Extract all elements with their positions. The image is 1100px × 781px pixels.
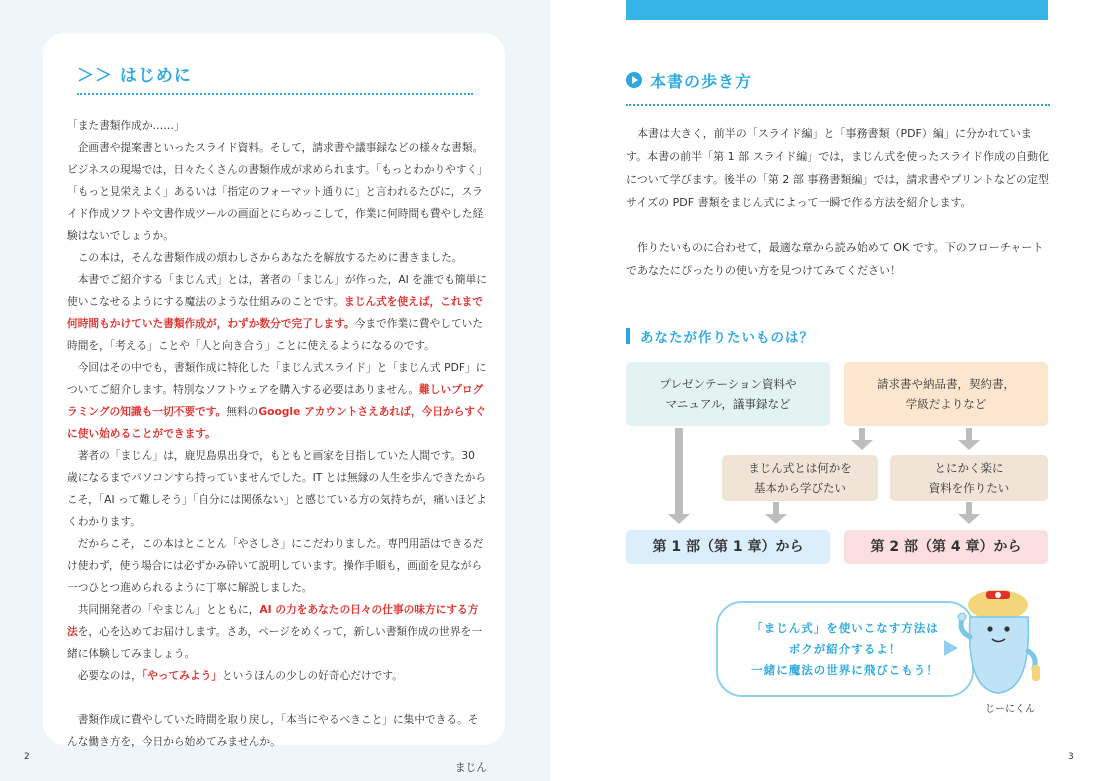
arrow-down-icon (668, 514, 690, 524)
intro-heading: ＞＞ はじめに (77, 66, 192, 86)
text-segment: 今まで作業に費やしていた時間を，「考える」ことや「人と向き合う」ことに使えるようになるのです。 (67, 317, 483, 352)
flow-box-label: プレゼンテーション資料や マニュアル，議事録など (659, 377, 797, 411)
text-segment: というほんの少しの好奇心だけです。 (221, 669, 403, 682)
page-number-left: 2 (24, 752, 30, 762)
subheading-bar-icon (626, 328, 630, 344)
bubble-text (718, 618, 972, 681)
arrow-stem (966, 428, 972, 440)
flowchart-question: あなたが作りたいものは？ (640, 330, 814, 346)
intro-paragraph (67, 599, 487, 665)
guide-paragraph: 本書は大きく，前半の「スライド編」と「事務書類（PDF）編」に分かれています。本書の前半「第 1 部 スライド編」では，まじん式を使ったスライド作成の自動化について学びます。後半の「第 2 部 事務書類編」では，請求書やプリントなどの定型サイズの PDF 書類をまじん式によって一瞬で作る方法を紹介します。 (626, 127, 1049, 209)
bubble-line: ボクが紹介するよ！ (788, 642, 902, 656)
arrow-down-icon (851, 440, 873, 450)
bubble-line: 「まじん式」を使いこなす方法は (751, 621, 939, 635)
page-number-right: 3 (1068, 752, 1074, 762)
intro-card (43, 33, 505, 774)
intro-paragraph: だからこそ，この本はとことん「やさしさ」にこだわりました。専門用語はできるだけ使わず，使う場合には必ずかみ砕いて説明しています。操作手順も，画面を見ながら一つひとつ進められるように丁寧に解説しました。 (67, 537, 484, 594)
arrow-stem (773, 502, 779, 514)
intro-paragraph: 書類作成に費やしていた時間を取り戻し，「本当にやるべきこと」に集中できる。そんな働き方を，今日から始めてみませんか。 (67, 713, 479, 748)
text-segment: 共同開発者の「やまじん」とともに， (77, 603, 260, 616)
arrow-stem (859, 428, 865, 440)
intro-paragraph: 「また書類作成か……」 (67, 119, 185, 132)
flow-box-documents (844, 362, 1048, 426)
text-segment: 今回はその中でも，書類作成に特化した「まじん式スライド」と「まじん式 PDF」についてご紹介します。特別なソフトウェアを購入する必要はありません。 (67, 361, 487, 396)
arrow-down-icon (958, 440, 980, 450)
highlight-text: まじん式を使えば，これまで何時間もかけていた書類作成が，わずか数分で完了します。 (67, 295, 483, 330)
text-segment: 必要なのは， (77, 669, 142, 682)
genie-character-illustration (950, 585, 1050, 700)
text-segment: 無料の (226, 405, 259, 418)
speech-bubble (716, 601, 974, 697)
result-part2: 第 2 部（第 4 章）から (844, 530, 1048, 564)
bubble-line: 一緒に魔法の世界に飛びこもう！ (751, 663, 939, 677)
signature: まじん (454, 761, 487, 774)
section-rule (626, 104, 1050, 106)
section-heading: 本書の歩き方 (650, 72, 753, 91)
flow-box-presentation (626, 362, 830, 426)
flow-box-label: とにかく楽に 資料を作りたい (928, 461, 1010, 495)
highlight-text: Google アカウントさえあれば，今日からすぐに使い始めることができます。 (67, 405, 486, 440)
flow-box-label: 請求書や納品書，契約書， 学級だよりなど (877, 377, 1015, 411)
guide-paragraph: 作りたいものに合わせて，最適な章から読み始めて OK です。下のフローチャートであなたにぴったりの使い方を見つけてみてください！ (626, 241, 1044, 277)
intro-paragraph: 著者の「まじん」は，鹿児島県出身で，もともと画家を目指していた人間です。30 歳になるまでパソコンすら持っていませんでした。IT とは無縁の人生を歩んできたからこそ，「AI って難しそう」「自分には関係ない」と感じている方の気持ちが，痛いほどよくわかります。 (67, 449, 487, 528)
highlight-text: AI の力をあなたの日々の仕事の味方にする方法 (67, 603, 479, 638)
highlight-text: 「やってみよう」 (141, 669, 222, 682)
text-segment: を，心を込めてお届けします。さあ，ページをめくって，新しい書類作成の世界を一緒に体験してみましょう。 (67, 625, 482, 660)
intro-body (67, 115, 487, 779)
arrow-down-icon (765, 514, 787, 524)
intro-paragraph: この本は，そんな書類作成の煩わしさからあなたを解放するために書きました。 (77, 251, 463, 264)
flow-box-label: まじん式とは何かを 基本から学びたい (748, 461, 852, 495)
intro-paragraph (67, 269, 487, 357)
arrow-stem (966, 502, 972, 514)
text-segment: 本書でご紹介する「まじん式」とは，著者の「まじん」が作った，AI を誰でも簡単に使いこなせるようにする魔法のような仕組みのことです。 (67, 273, 487, 308)
character-name: じーにくん (985, 704, 1035, 715)
arrow-stem (675, 428, 683, 514)
highlight-text: 難しいプログラミングの知識も一切不要です。 (67, 383, 484, 418)
result-part1: 第 1 部（第 1 章）から (626, 530, 830, 564)
intro-paragraph (67, 357, 487, 445)
heading-rule (77, 93, 473, 95)
flow-box-learn-basics (722, 455, 878, 501)
intro-paragraph: 企画書や提案書といったスライド資料。そして，請求書や議事録などの様々な書類。ビジネスの現場では，日々たくさんの書類作成が求められます。「もっとわかりやすく」「もっと見栄えよく」あるいは「指定のフォーマット通りに」と言われるたびに，スライド作成ソフトや文書作成ツールの画面とにらめっこして，作業に何時間も費やした経験はないでしょうか。 (67, 141, 484, 242)
play-icon (626, 72, 642, 88)
guide-body (626, 122, 1050, 282)
flow-box-make-easily (890, 455, 1048, 501)
intro-paragraph (67, 665, 487, 687)
top-color-bar (626, 0, 1048, 20)
arrow-down-icon (958, 514, 980, 524)
